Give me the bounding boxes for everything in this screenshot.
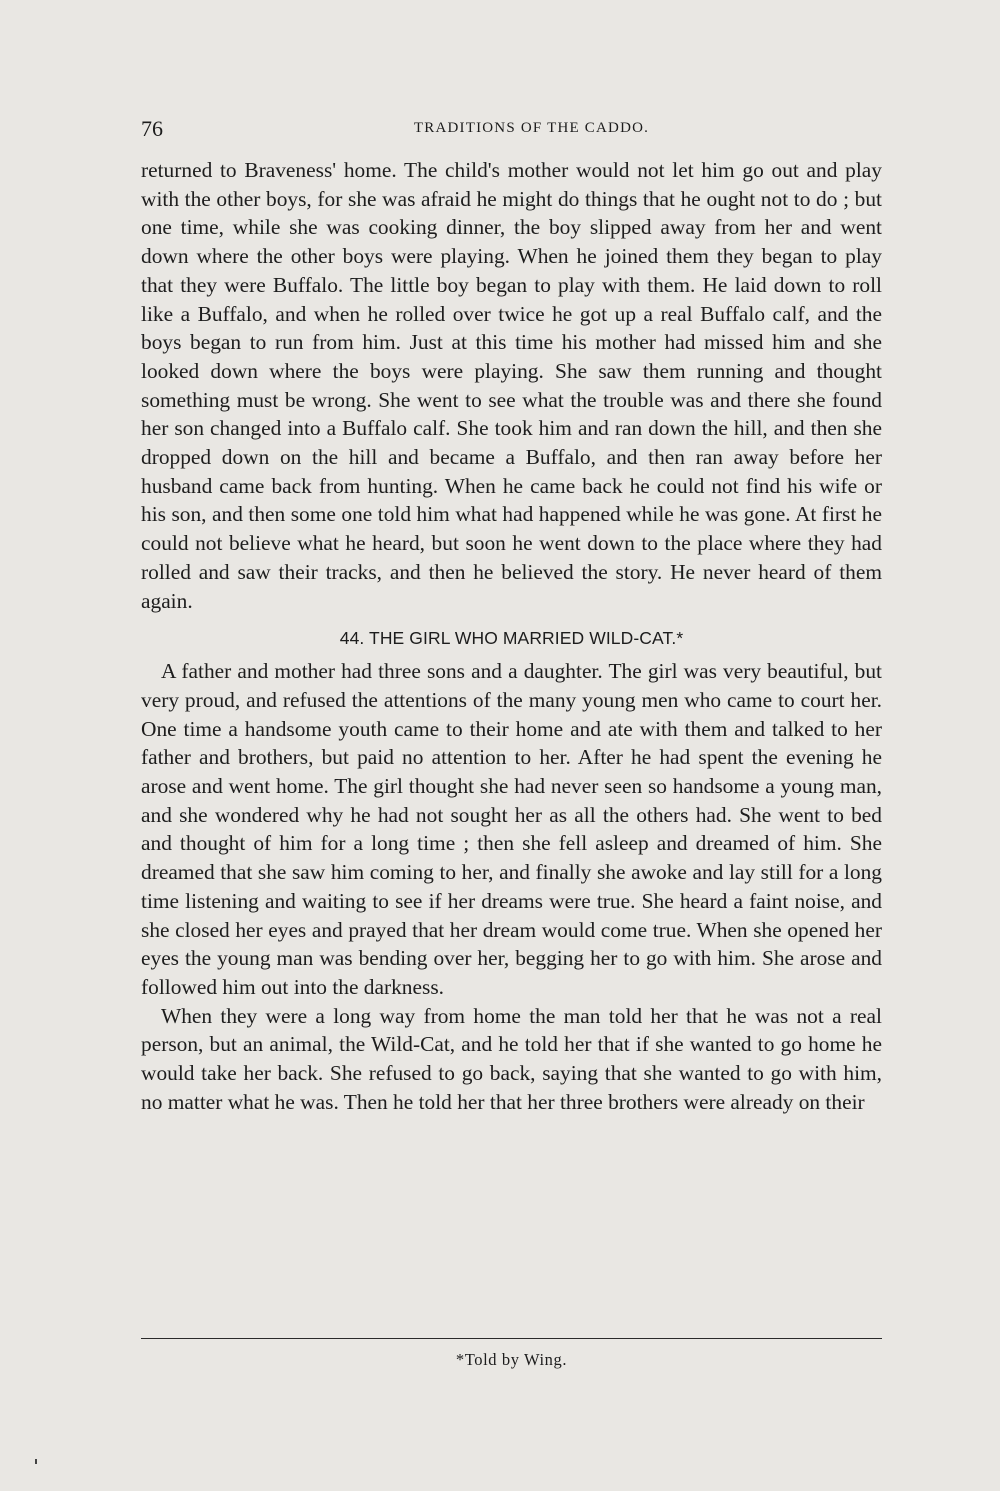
page-number: 76 — [141, 116, 163, 141]
running-head: TRADITIONS OF THE CADDO. — [413, 120, 650, 136]
page-header — [141, 116, 882, 144]
paragraph-story-opening: A father and mother had three sons and a daughter. The girl was very beautiful, but very proud, and refused the attentions of the many young men who came to court her. One time a handsome youth came to their home and ate with them and talked to her father and brothers, but paid no attention to her. After he had spent the evening he arose and went home. The girl thought she had never seen so handsome a young man, and she wondered why he had not sought her as all the others had. She went to bed and thought of him for a long time ; then she fell asleep and dreamed of him. She dreamed that she saw him coming to her, and finally she awoke and lay still for a long time listening and waiting to see if her dreams were true. She heard a faint noise, and she closed her eyes and prayed that her dream would come true. When she opened her eyes the young man was bending over her, begging her to go with him. She arose and followed him out into the darkness. — [141, 659, 882, 999]
page-body — [141, 156, 882, 1117]
paragraph-continued: returned to Braveness' home. The child's mother would not let him go out and play with the other boys, for she was afraid he might do things that he ought not to do ; but one time, while she was cooking dinner, the boy slipped away from her and went down where the other boys were playing. When he joined them they began to play that they were Buffalo. The little boy began to play with them. He laid down to roll like a Buffalo, and when he rolled over twice he got up a real Buffalo calf, and the boys began to run from him. Just at this time his mother had missed him and she looked down where the boys were playing. She saw them running and thought something must be wrong. She went to see what the trouble was and there she found her son changed into a Buffalo calf. She took him and ran down the hill, and then she dropped down on the hill and became a Buffalo, and then ran away before her husband came back from hunting. When he came back he could not find his wife or his son, and then some one told him what had happened while he was gone. At first he could not believe what he heard, but soon he went down to the place where they had rolled and saw their tracks, and then he believed the story. He never heard of them again. — [141, 158, 882, 613]
section-title: 44. THE GIRL WHO MARRIED WILD-CAT.* — [339, 628, 684, 649]
footnote-divider — [141, 1338, 882, 1339]
paragraph-story-continued: When they were a long way from home the man told her that he was not a real person, but an animal, the Wild-Cat, and he told her that if she wanted to go home he would take her back. She refused to go back, saying that she wanted to go with him, no matter what he was. Then he told her that her three brothers were already on their — [141, 1003, 882, 1114]
paper-speck — [35, 1459, 37, 1464]
footnote: *Told by Wing. — [455, 1350, 568, 1369]
